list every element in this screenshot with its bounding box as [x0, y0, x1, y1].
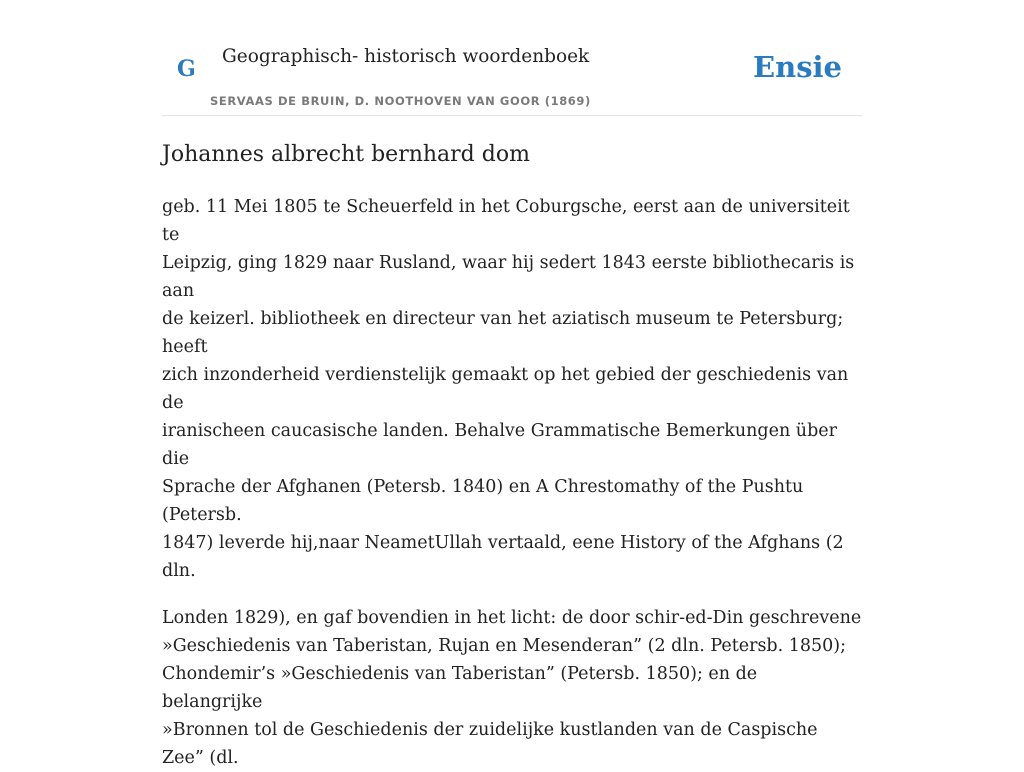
book-author: SERVAAS DE BRUIN, D. NOOTHOVEN VAN GOOR (1869) — [210, 94, 591, 108]
book-letter-icon[interactable]: G — [177, 56, 196, 82]
entry-paragraph-1: geb. 11 Mei 1805 te Scheuerfeld in het Coburgsche, eerst aan de universiteit te Leipzig, ging 1829 naar Rusland, waar hij sedert 1843 eerste bibliothecaris is aan de keizerl. bibliotheek en directeur van het aziatisch museum te Petersburg; heeft zich inzonderheid verdienstelijk gemaakt op het gebied der geschiedenis van de iranischeen caucasische landen. Behalve Grammatische Bemerkungen über die Sprache der Afghanen (Petersb. 1840) en A Chrestomathy of the Pushtu (Petersb. 1847) leverde hij,naar NeametUllah vertaald, eene History of the Afghans (2 dln. — [162, 197, 855, 581]
brand-logo-link[interactable]: Ensie — [753, 50, 842, 84]
page-header — [162, 0, 862, 116]
entry-paragraph-2: Londen 1829), en gaf bovendien in het licht: de door schir-ed-Din geschrevene »Geschiedenis van Taberistan, Rujan en Mesenderan” (2 dln. Petersb. 1850); Chondemir’s »Geschiedenis van Taberistan” (Petersb. 1850); en de belangrijke »Bronnen tol de Geschiedenis der zuidelijke kustlanden van de Caspische Zee” (dl. — [162, 608, 862, 768]
entry-title: Johannes albrecht bernhard dom — [162, 142, 530, 167]
book-title-link[interactable]: Geographisch- historisch woordenboek — [222, 46, 590, 67]
page-content — [162, 0, 862, 772]
